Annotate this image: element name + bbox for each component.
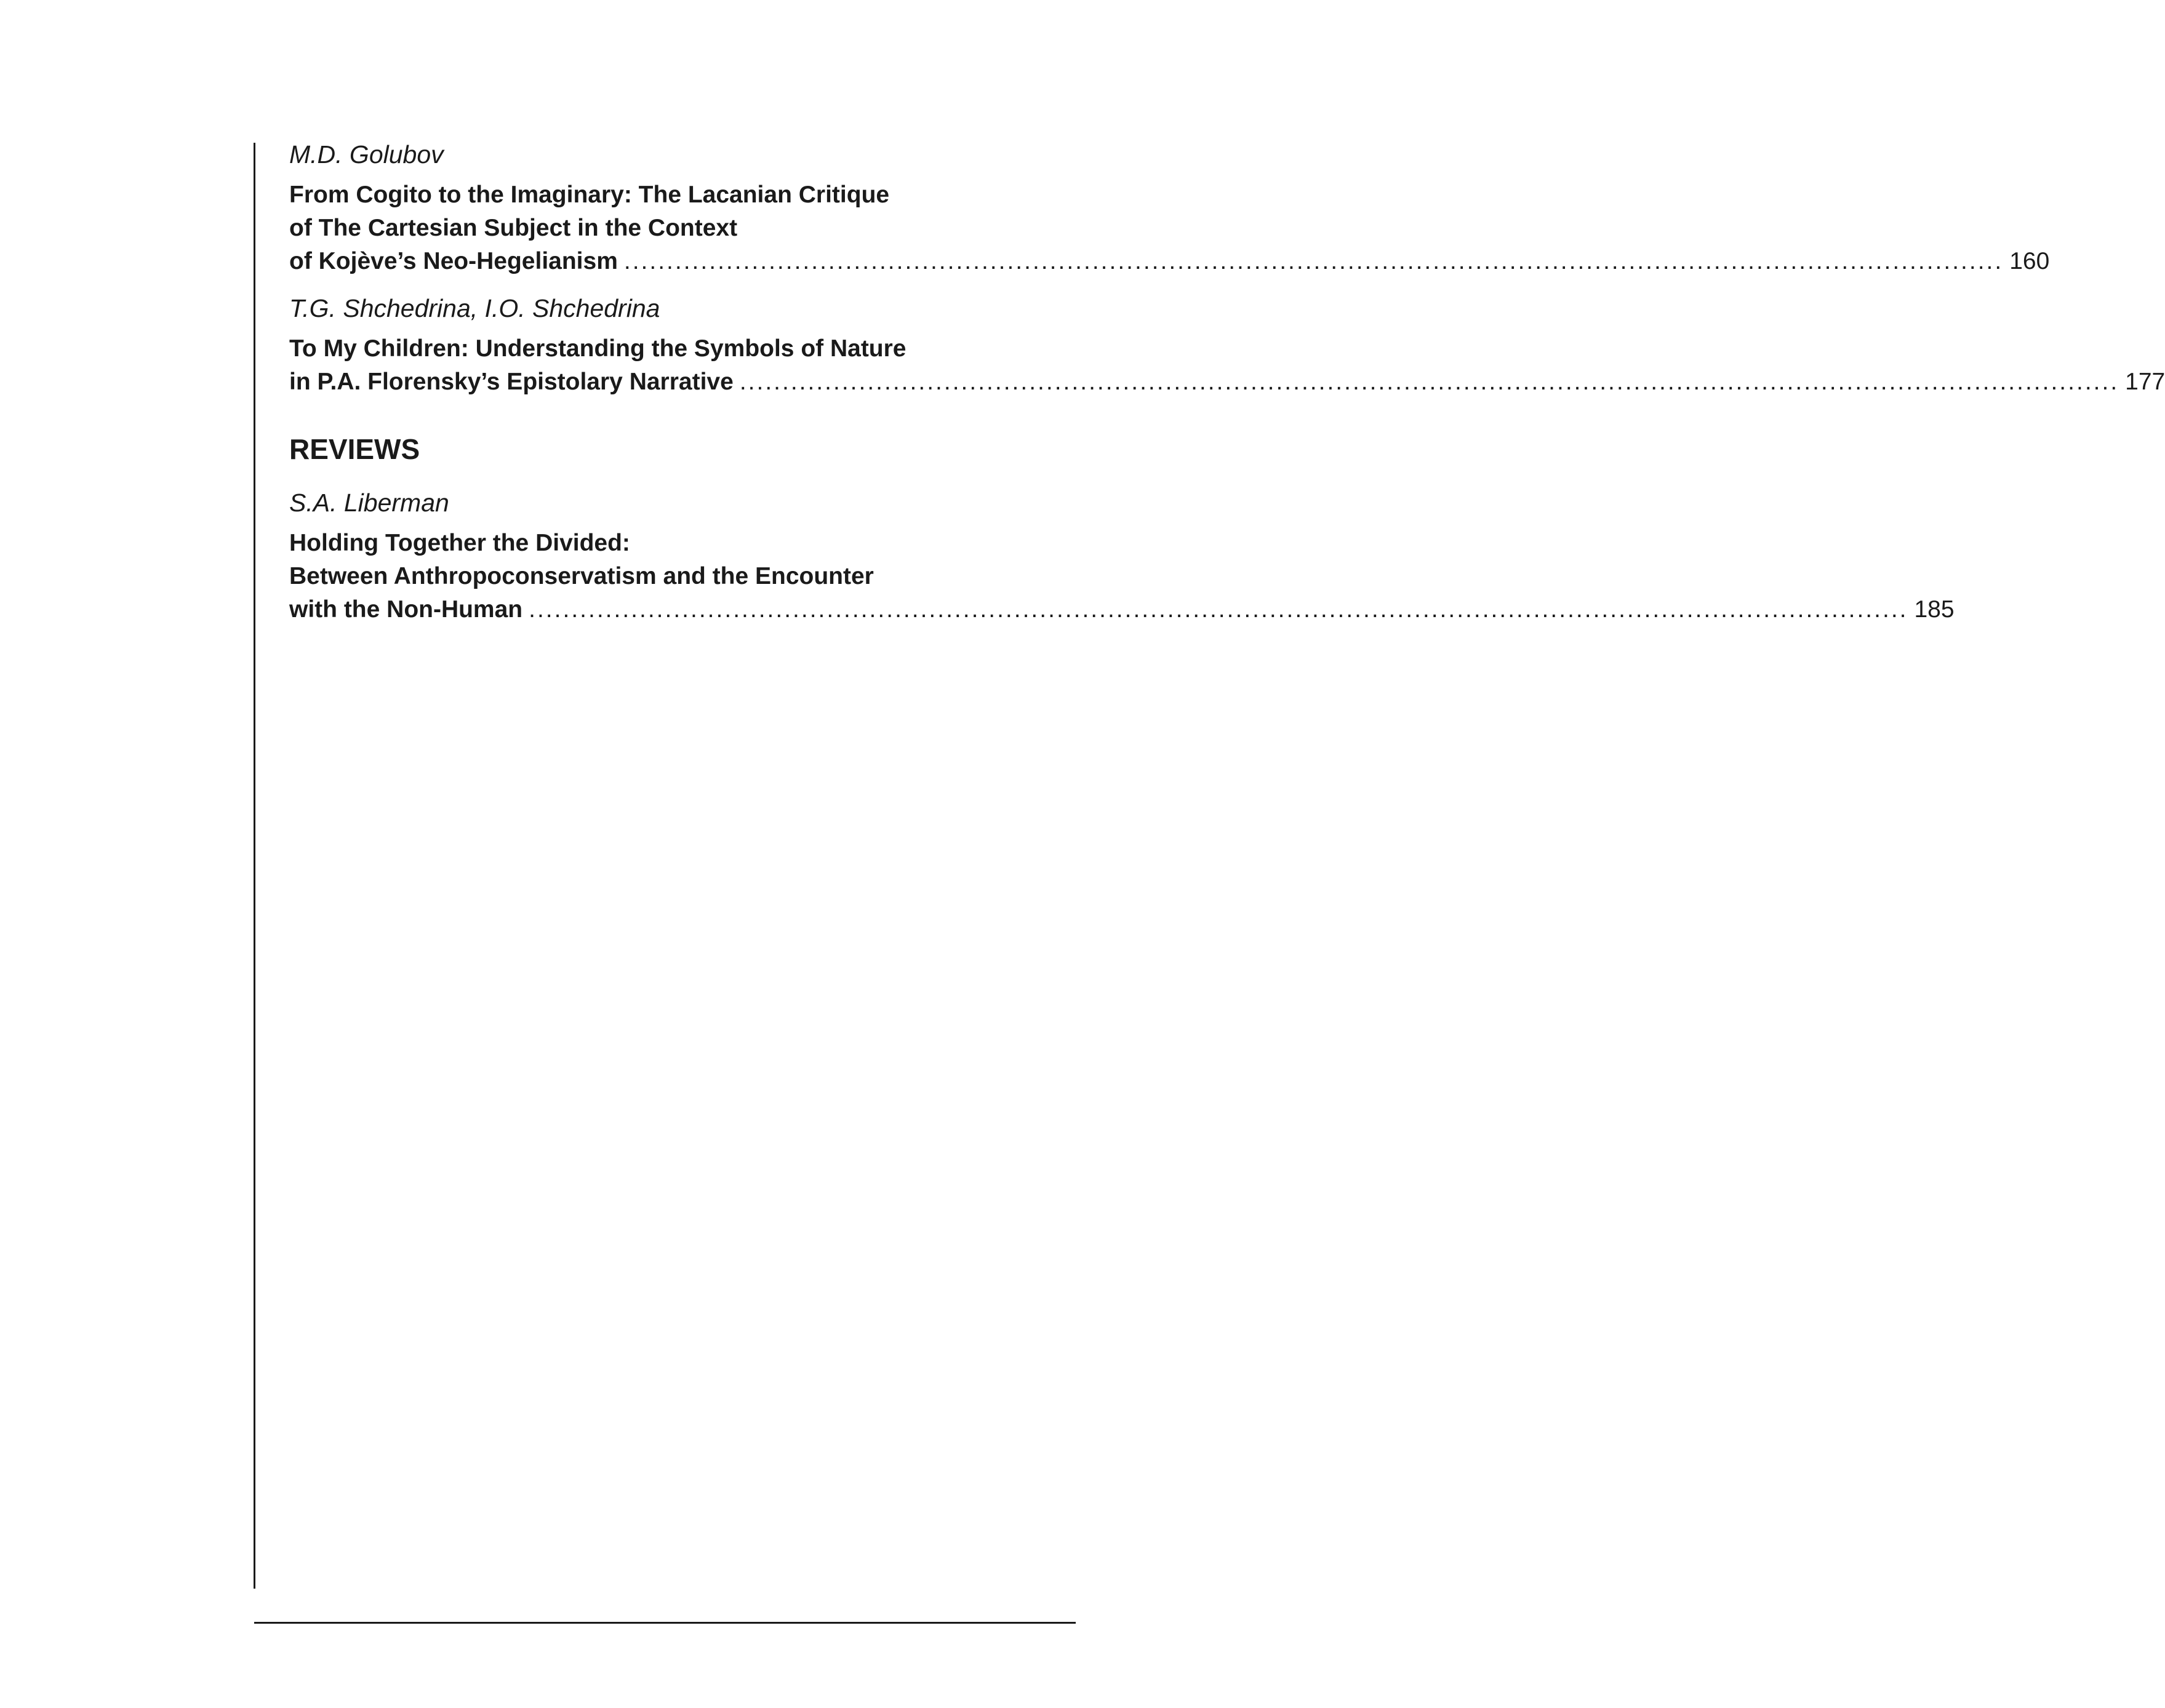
page-number: 185 — [1914, 596, 1955, 623]
page-number: 160 — [2009, 248, 2050, 274]
entry-title-line: with the Non-Human — [289, 596, 523, 623]
dot-leader: .................................................................................................................................................................. — [623, 248, 2004, 274]
entry-title-last-line — [289, 245, 2050, 278]
entry-author: M.D. Golubov — [289, 140, 444, 169]
entry-title-line: of Kojève’s Neo-Hegelianism — [289, 248, 618, 274]
table-of-contents — [289, 138, 2165, 626]
section-heading-reviews: REVIEWS — [289, 433, 420, 465]
entry-title-last-line — [289, 593, 1955, 626]
dot-leader: .................................................................................................................................................................. — [529, 596, 1908, 623]
toc-entry — [289, 138, 2050, 278]
entry-title-line: Holding Together the Divided: — [289, 530, 630, 556]
entry-title-line: From Cogito to the Imaginary: The Lacanian Critique — [289, 182, 890, 208]
entry-title-last-line — [289, 365, 2165, 399]
entry-title-line: in P.A. Florensky’s Epistolary Narrative — [289, 369, 734, 395]
entry-title[interactable] — [289, 178, 2050, 278]
entry-title-line: To My Children: Understanding the Symbols of Nature — [289, 335, 906, 362]
footer-rule — [254, 1622, 1076, 1624]
entry-author: S.A. Liberman — [289, 489, 449, 517]
toc-entry — [289, 486, 1955, 626]
entry-title[interactable] — [289, 527, 1955, 626]
left-margin-rule — [254, 143, 255, 1589]
entry-author: T.G. Shchedrina, I.O. Shchedrina — [289, 294, 660, 322]
entry-title-line: of The Cartesian Subject in the Context — [289, 215, 738, 241]
entry-title[interactable] — [289, 332, 2165, 399]
entry-title-line: Between Anthropoconservatism and the Encounter — [289, 563, 874, 589]
page-number: 177 — [2125, 369, 2165, 395]
toc-entry — [289, 292, 2165, 399]
dot-leader: .................................................................................................................................................................. — [739, 369, 2119, 395]
